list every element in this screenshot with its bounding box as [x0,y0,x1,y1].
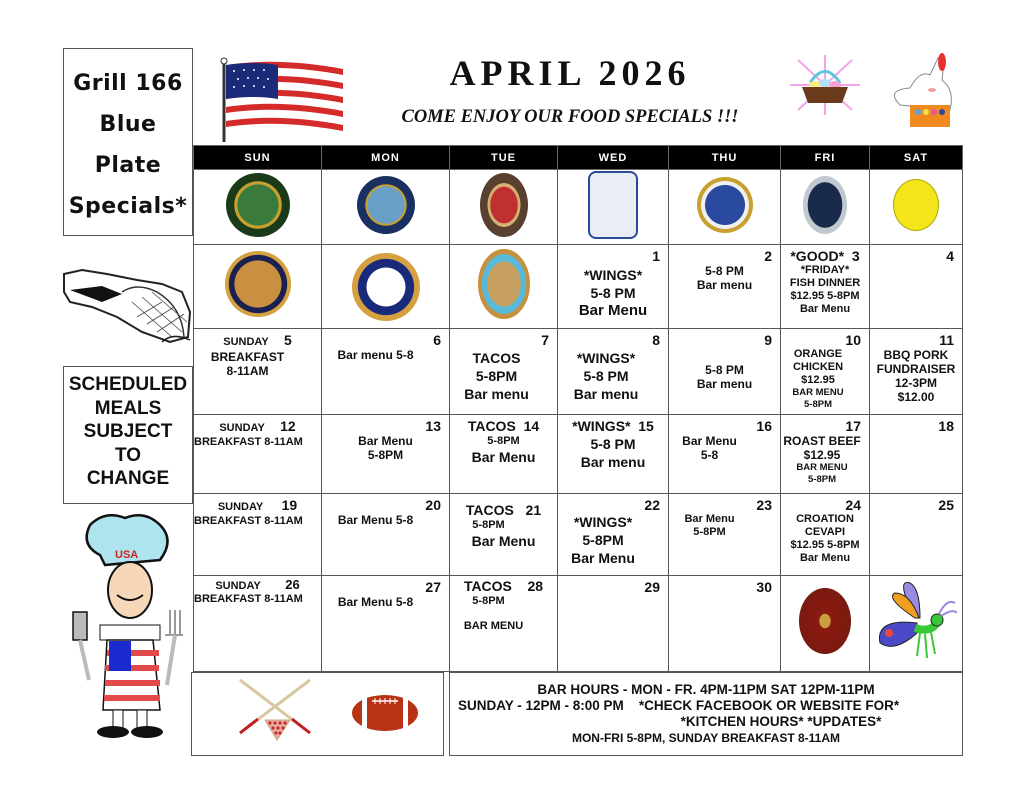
day-prefix: TACOS [467,418,516,434]
menu-line: CHICKEN [792,361,844,373]
menu-line: 5-8PM [804,399,832,410]
day-number: 16 [756,418,772,434]
menu-line: $12.95 5-8PM [790,290,860,302]
day-number: 26 [285,577,300,592]
day-number: 4 [946,248,954,264]
menu-line: 8-11AM [226,364,269,378]
day-number: 9 [764,332,772,348]
menu-line: 5-8PM [475,368,518,384]
svg-text:USA: USA [115,549,139,561]
day-number: 18 [938,418,954,434]
day-cell-17[interactable] [781,415,870,494]
menu-line: Bar Menu [471,533,536,549]
menu-line: BREAKFAST [210,350,285,364]
menu-line: *WINGS* [573,514,633,530]
day-cell-9[interactable] [669,329,781,415]
day-cell-19[interactable] [194,494,322,576]
easter-bunny-image [880,50,970,130]
menu-line: Bar Menu [358,434,413,448]
menu-line: *WINGS* [583,267,643,283]
day-cell-23[interactable] [669,494,781,576]
butterfly-icon [875,578,957,664]
air-force-seal-icon [697,177,753,233]
menu-line: Bar Menu [571,550,635,566]
day-prefix: SUNDAY [223,336,269,348]
weekday-tue: TUE [450,146,558,170]
day-cell-21[interactable] [450,494,558,576]
day-prefix: SUNDAY [217,501,264,513]
menu-line: TACOS [472,350,521,366]
army-seal-icon [226,173,290,237]
menu-line: *WINGS* [576,350,636,366]
day-cell-10[interactable] [781,329,870,415]
day-cell-12[interactable] [194,415,322,494]
menu-line: 5-8PM [487,435,520,447]
day-prefix: *GOOD* [790,248,845,264]
american-legion-emblem-icon [225,251,291,317]
football-icon [350,693,420,733]
day-number: 27 [425,579,441,595]
legion-auxiliary-emblem-icon [352,253,420,321]
menu-line: 5-8 PM [705,363,744,377]
week-row-3 [194,415,963,494]
day-cell-7[interactable] [450,329,558,415]
title-line: Grill 166 [73,71,183,96]
weekday-sat: SAT [870,146,963,170]
day-number: 2 [764,248,772,264]
day-number: 15 [638,418,654,434]
day-number: 10 [845,332,861,348]
weekday-header-row [194,146,963,170]
marine-corps-seal-icon [480,173,528,237]
menu-line: Bar Menu [799,552,851,564]
day-cell-15[interactable] [558,415,669,494]
menu-line: ROAST BEEF [783,434,861,448]
notice-line: TO [114,444,142,466]
menu-line: 12-3PM [894,376,938,390]
menu-line: CROATION [796,513,854,525]
day-cell-30[interactable] [669,576,781,672]
alligator-image [62,262,192,347]
day-number: 12 [280,418,296,434]
day-cell-1[interactable] [558,245,669,329]
menu-line: BREAKFAST 8-11AM [194,515,303,527]
day-number: 19 [281,497,298,513]
day-cell-2[interactable] [669,245,781,329]
smiley-face-icon [893,179,939,231]
schedule-notice-box [63,366,193,504]
menu-line: *FRIDAY* [800,264,850,276]
easter-basket-image [790,55,860,115]
menu-line: Bar menu [696,278,753,292]
kitchen-hours-detail: MON-FRI 5-8PM, SUNDAY BREAKFAST 8-11AM [571,731,841,745]
day-number: 30 [756,579,772,595]
day-cell-27[interactable] [322,576,450,672]
month-title: APRIL 2026 [449,53,691,93]
menu-line: Bar menu [573,386,639,402]
day-number: 25 [938,497,954,513]
day-number: 6 [433,332,441,348]
restaurant-title-box [63,48,193,236]
day-number: 7 [541,332,549,348]
space-force-seal-icon [803,176,847,234]
menu-line: Bar Menu [684,513,735,525]
notice-line: SCHEDULED [68,374,188,395]
legion-riders-emblem-icon [799,588,851,654]
menu-line: Bar menu 5-8 [337,348,414,362]
menu-line: BREAKFAST 8-11AM [194,436,303,448]
title-line: Blue [99,112,157,137]
menu-line: Bar menu [464,386,529,402]
menu-line: 5-8PM [472,595,505,607]
day-number: 21 [525,502,542,518]
menu-line: Bar Menu 5-8 [337,595,414,609]
menu-line: ORANGE [793,348,843,360]
pool-cues-icon [230,678,320,748]
day-cell-25[interactable] [870,494,963,576]
menu-line: $12.95 [803,448,841,462]
weekday-thu: THU [669,146,781,170]
weekday-mon: MON [322,146,450,170]
menu-line: 5-8 PM [590,285,636,301]
notice-line: CHANGE [86,468,170,489]
day-number: 23 [756,497,772,513]
day-number: 13 [425,418,441,434]
menu-line: 5-8 PM [705,264,744,278]
day-number: 17 [845,418,861,434]
sons-of-legion-emblem-icon [478,249,530,319]
menu-line: BREAKFAST 8-11AM [194,593,303,605]
menu-line: Bar Menu [799,303,851,315]
navy-seal-icon [357,176,415,234]
day-cell-20[interactable] [322,494,450,576]
notice-line: MEALS [94,397,162,419]
menu-line: $12.95 [801,374,835,386]
check-facebook-note: *CHECK FACEBOOK OR WEBSITE FOR* [638,698,900,713]
menu-line: Bar Menu [578,302,648,319]
menu-line: Bar Menu [682,434,737,448]
weekday-fri: FRI [781,146,870,170]
day-cell-5[interactable] [194,329,322,415]
menu-line: 5-8 PM [590,436,636,452]
usa-chef-image [65,510,190,745]
day-number: 5 [283,332,292,348]
menu-line: FISH DINNER [789,277,861,289]
day-cell-26[interactable] [194,576,322,672]
day-cell-4[interactable] [870,245,963,329]
menu-line: CEVAPI [804,526,846,538]
menu-line: 5-8PM [472,519,505,531]
menu-line: Bar Menu 5-8 [337,513,414,527]
week-row-5 [194,576,963,672]
day-number: 14 [523,418,540,434]
menu-line: Bar Menu [471,449,536,465]
title-line: Specials* [68,194,188,219]
weekday-sun: SUN [194,146,322,170]
day-cell-28[interactable] [450,576,558,672]
day-prefix: SUNDAY [215,580,261,592]
week-row-2 [194,329,963,415]
menu-line: 5-8PM [808,474,836,485]
menu-line: $12.00 [897,390,935,404]
footer-images-box [191,672,444,756]
day-cell-18[interactable] [870,415,963,494]
kitchen-hours-line: *KITCHEN HOURS* *UPDATES* [680,714,882,729]
day-number: 20 [425,497,441,513]
day-cell-24[interactable] [781,494,870,576]
calendar-grid [193,145,963,672]
day-prefix: TACOS [465,502,514,518]
day-number: 29 [644,579,660,595]
sunday-hours: SUNDAY - 12PM - 8:00 PM [458,698,624,713]
day-prefix: SUNDAY [219,422,265,434]
bar-hours-line: BAR HOURS - MON - FR. 4PM-11PM SAT 12PM-11PM [537,682,875,697]
day-cell-22[interactable] [558,494,669,576]
menu-line: BAR MENU [796,462,848,473]
day-number: 22 [644,497,660,513]
menu-line: 5-8PM [367,448,404,462]
menu-line: FUNDRAISER [876,362,956,376]
day-cell-14[interactable] [450,415,558,494]
day-cell-29[interactable] [558,576,669,672]
menu-line: Bar menu [696,377,753,391]
notice-line: SUBJECT [83,421,173,442]
weekday-wed: WED [558,146,669,170]
menu-line: 5-8 PM [583,368,629,384]
day-cell-13[interactable] [322,415,450,494]
day-number: 1 [652,248,660,264]
menu-line: BBQ PORK [883,348,949,362]
day-cell-11[interactable] [870,329,963,415]
menu-line: $12.95 5-8PM [790,539,860,551]
day-cell-6[interactable] [322,329,450,415]
day-prefix: TACOS [463,578,512,594]
american-flag-image [218,57,346,142]
menu-line: Bar menu [580,454,646,470]
title-line: Plate [94,153,162,178]
coast-guard-seal-icon [588,171,638,239]
week-row-1 [194,245,963,329]
day-cell-8[interactable] [558,329,669,415]
menu-line: 5-8PM [582,532,624,548]
day-number: 28 [527,578,544,594]
menu-line: BAR MENU [463,620,524,632]
tagline: COME ENJOY OUR FOOD SPECIALS !!! [401,107,739,127]
day-number: 3 [851,248,860,264]
day-prefix: *WINGS* [572,418,631,434]
day-cell-3[interactable] [781,245,870,329]
emblem-row [194,170,963,245]
menu-line: BAR MENU [792,387,844,398]
menu-line: 5-8 [700,448,719,462]
day-cell-16[interactable] [669,415,781,494]
day-number: 11 [939,332,954,348]
week-row-4 [194,494,963,576]
menu-line: 5-8PM [693,526,726,538]
day-number: 24 [845,497,861,513]
hours-info-box [449,672,963,756]
day-number: 8 [652,332,660,348]
